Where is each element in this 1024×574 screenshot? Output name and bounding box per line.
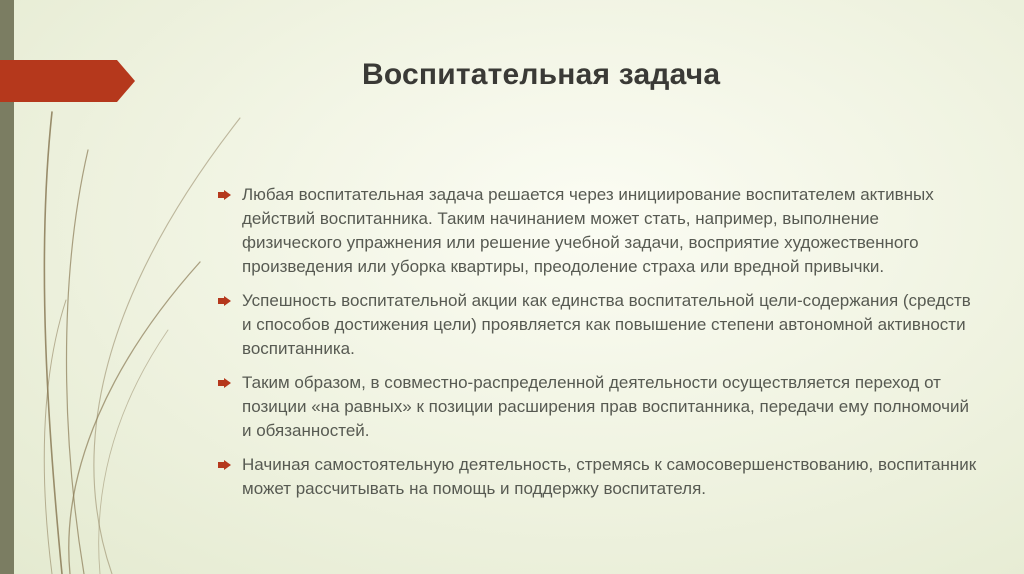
arrow-bullet-icon <box>218 460 231 470</box>
list-item <box>218 183 978 279</box>
bullet-text: Любая воспитательная задача решается через инициирование воспитателем активных действий воспитанника. Таким начинанием может стать, например, выполнение физического упражнения или решение учебной задачи, восприятие художественного произведения или уборка квартиры, преодоление страха или вредной привычки. <box>242 185 934 276</box>
list-item <box>218 371 978 443</box>
list-item <box>218 289 978 361</box>
arrow-bullet-icon <box>218 190 231 200</box>
arrow-bullet-icon <box>218 296 231 306</box>
bullet-text: Таким образом, в совместно-распределенной деятельности осуществляется переход от позиции «на равных» к позиции расширения прав воспитанника, передачи ему полномочий и обязанностей. <box>242 373 969 440</box>
title-ribbon <box>0 60 135 102</box>
bullet-text: Успешность воспитательной акции как единства воспитательной цели-содержания (средств и способов достижения цели) проявляется как повышение степени автономной активности воспитанника. <box>242 291 971 358</box>
bullet-text: Начиная самостоятельную деятельность, стремясь к самосовершенствованию, воспитанник может рассчитывать на помощь и поддержку воспитателя. <box>242 455 977 498</box>
arrow-bullet-icon <box>218 378 231 388</box>
list-item <box>218 453 978 501</box>
page-title: Воспитательная задача <box>362 58 721 91</box>
bullet-list <box>218 183 978 511</box>
